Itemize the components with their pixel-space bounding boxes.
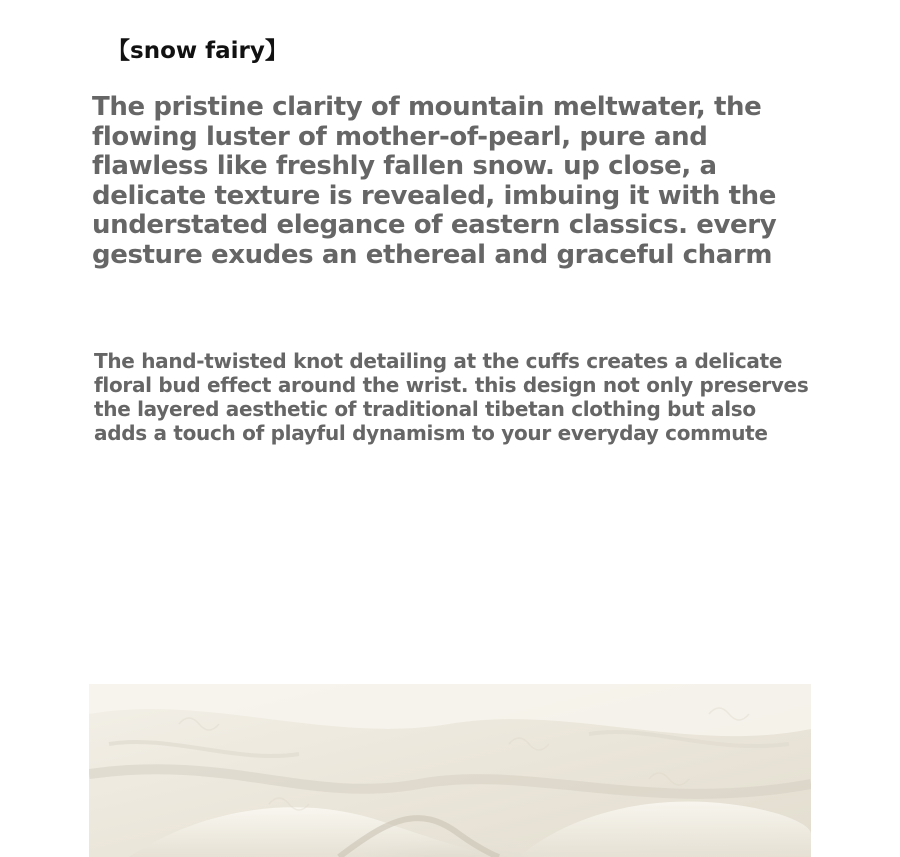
description-primary: The pristine clarity of mountain meltwater, the flowing luster of mother-of-pearl, pure and flawless like freshly fallen snow. up close, a delicate texture is revealed, imbuing it with the understated elegance of eastern classics. every gesture exudes an ethereal and graceful charm bbox=[92, 92, 777, 270]
description-secondary: The hand-twisted knot detailing at the cuffs creates a delicate floral bud effect around the wrist. this design not only preserves the layered aesthetic of traditional tibetan clothing but also adds a touch of playful dynamism to your everyday commute bbox=[94, 349, 809, 445]
product-title: 【snow fairy】 bbox=[107, 38, 288, 64]
fabric-illustration bbox=[89, 684, 811, 857]
fabric-detail-image bbox=[89, 684, 811, 857]
